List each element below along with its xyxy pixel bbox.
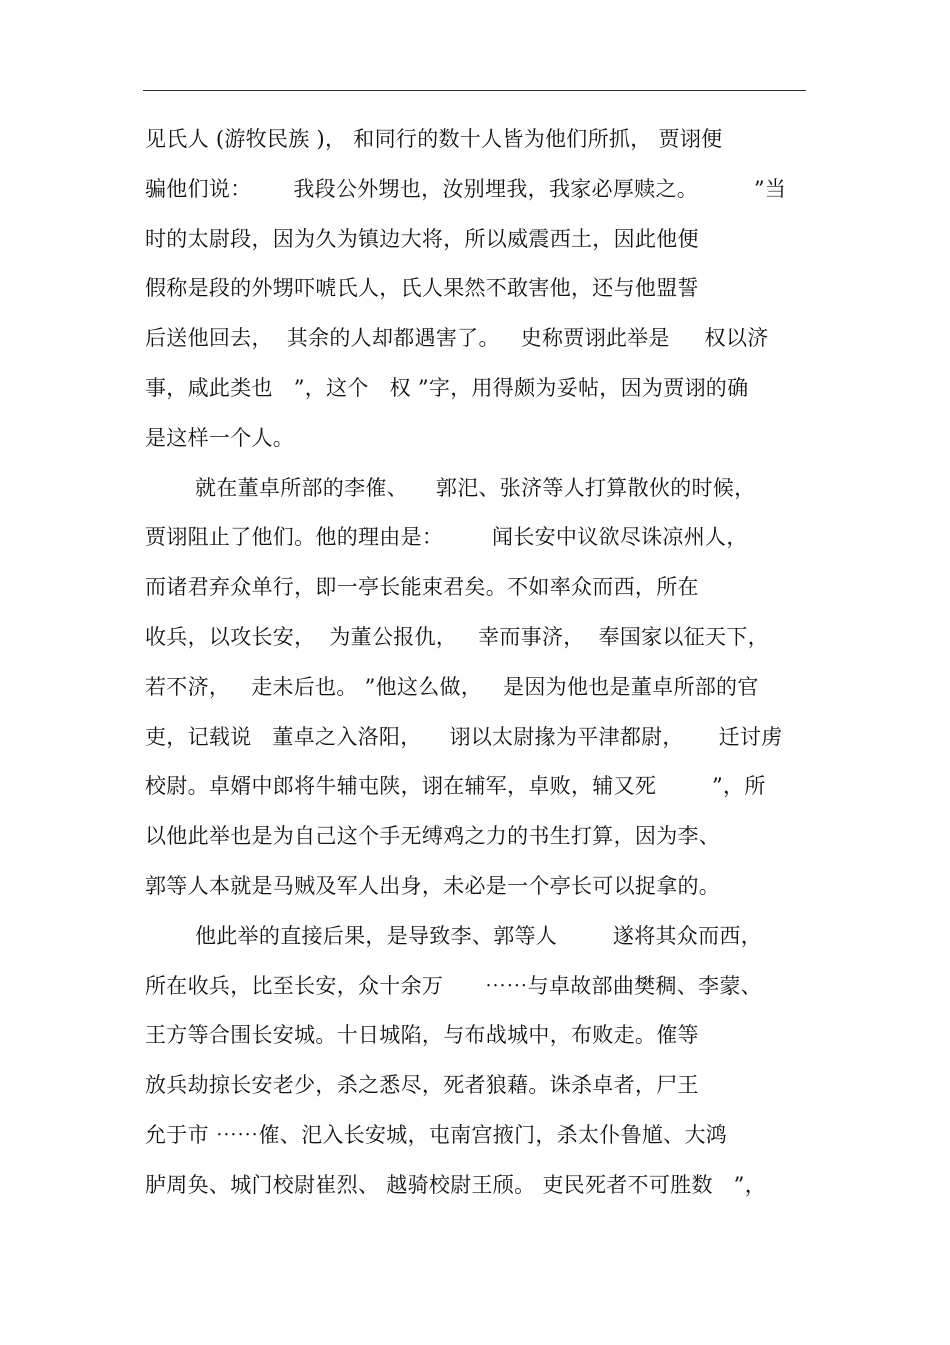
text-line: 吏，记载说 董卓之入洛阳， 诩以太尉掾为平津都尉， 迁讨虏 <box>145 724 783 749</box>
text-line: 允于市 ⋯⋯傕、汜入长安城，屯南宫掖门，杀太仆鲁馗、大鸿 <box>145 1122 728 1147</box>
text-line: 事，咸此类也 ”，这个 权 ”字，用得颇为妥帖，因为贾诩的确 <box>145 375 749 400</box>
text-line: 放兵劫掠长安老少，杀之悉尽，死者狼藉。诛杀卓者，尸王 <box>145 1073 699 1098</box>
text-line: 时的太尉段，因为久为镇边大将，所以威震西土，因此他便 <box>145 226 699 251</box>
text-line: 胪周奂、城门校尉崔烈、 越骑校尉王颀。 吏民死者不可胜数 ”， <box>145 1172 767 1197</box>
text-line: 贾诩阻止了他们。他的理由是： 闻长安中议欲尽诛凉州人， <box>145 525 748 550</box>
text-line: 若不济， 走未后也。 ”他这么做， 是因为他也是董卓所部的官 <box>145 674 759 699</box>
text-line: 收兵，以攻长安， 为董公报仇， 幸而事济， 奉国家以征天下， <box>145 624 769 649</box>
text-line: 校尉。卓婿中郎将牛辅屯陕，诩在辅军，卓败，辅又死 ”，所 <box>145 774 766 799</box>
body-text <box>145 121 810 1217</box>
text-line: 假称是段的外甥吓唬氏人，氏人果然不敢害他，还与他盟誓 <box>145 276 699 301</box>
text-line: 以他此举也是为自己这个手无缚鸡之力的书生打算，因为李、 <box>145 824 721 849</box>
text-line: 而诸君弃众单行，即一亭长能束君矣。不如率众而西，所在 <box>145 575 699 600</box>
paragraph-first-line: 就在董卓所部的李傕、 郭汜、张济等人打算散伙的时候， <box>195 475 756 500</box>
text-line: 所在收兵，比至长安，众十余万 ⋯⋯与卓故部曲樊稠、李蒙、 <box>145 973 762 998</box>
header-rule <box>143 90 806 91</box>
text-line: 郭等人本就是马贼及军人出身，未必是一个亭长可以捉拿的。 <box>145 873 721 898</box>
text-line: 见氏人 (游牧民族 )， 和同行的数十人皆为他们所抓， 贾诩便 <box>145 127 723 151</box>
text-line: 后送他回去， 其余的人却都遇害了。 史称贾诩此举是 权以济 <box>145 326 769 351</box>
text-line: 是这样一个人。 <box>145 425 295 450</box>
text-line: 王方等合围长安城。十日城陷，与布战城中，布败走。傕等 <box>145 1023 699 1048</box>
paragraph-first-line: 他此举的直接后果，是导致李、郭等人 遂将其众而西， <box>195 923 762 948</box>
text-line: 骗他们说： 我段公外甥也，汝别埋我，我家必厚赎之。 ”当 <box>145 176 787 201</box>
